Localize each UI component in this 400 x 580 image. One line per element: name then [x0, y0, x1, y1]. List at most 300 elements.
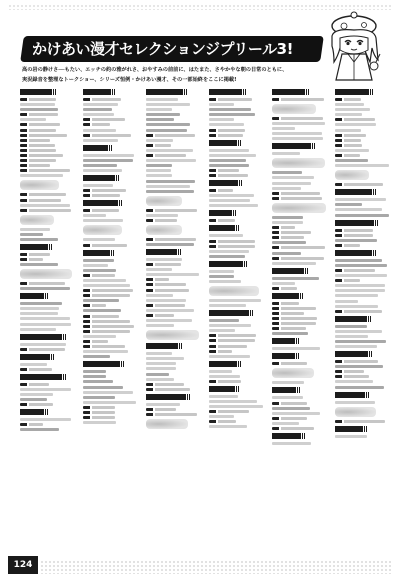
section-header-bar: [209, 361, 266, 367]
dialogue-line-speaker: [209, 189, 233, 192]
dialogue-line: [209, 280, 241, 283]
dialogue-line-speaker: [335, 244, 360, 247]
section-header-bar: [272, 268, 329, 274]
section-header-fill: [272, 143, 310, 149]
section-header-fill: [335, 220, 373, 226]
dialogue-line: [146, 185, 190, 188]
dialogue-line: [20, 363, 47, 366]
dialogue-line-speaker: [335, 269, 375, 272]
page-number: 124: [8, 556, 38, 574]
dialogue-line: [272, 137, 323, 140]
dialogue-line: [20, 174, 63, 177]
dialogue-line: [209, 118, 234, 121]
dialogue-line-speaker: [83, 320, 130, 323]
dialogue-line-speaker: [272, 287, 297, 290]
dialogue-line: [20, 398, 47, 401]
dialogue-line: [272, 412, 320, 415]
dialogue-line-speaker: [335, 279, 360, 282]
dialogue-line-speaker: [209, 129, 245, 132]
dialogue-line-speaker: [20, 129, 56, 132]
section-header-fill: [272, 387, 295, 393]
dialogue-line-speaker: [83, 304, 106, 307]
dialogue-line-speaker: [83, 325, 134, 328]
blurred-text-block: [146, 196, 182, 206]
dialogue-line: [209, 405, 263, 408]
dialogue-line: [209, 194, 254, 197]
dialogue-line-speaker: [272, 246, 325, 249]
dialogue-line: [20, 328, 56, 331]
dialogue-line: [20, 388, 71, 391]
dialogue-line-speaker: [335, 234, 373, 237]
dialogue-line: [146, 403, 180, 406]
dialogue-line-speaker: [83, 164, 117, 167]
dialogue-line-speaker: [83, 340, 108, 343]
dialogue-line-speaker: [146, 278, 169, 281]
dialogue-line: [209, 355, 250, 358]
dialogue-line: [335, 198, 386, 201]
dialogue-line-speaker: [335, 144, 362, 147]
dialogue-line-speaker: [146, 154, 186, 157]
dialogue-line: [209, 250, 249, 253]
dialogue-line-speaker: [83, 345, 125, 348]
section-header-fill: [209, 140, 236, 146]
dialogue-line: [335, 294, 378, 297]
dialogue-line: [272, 187, 301, 190]
dialogue-line: [20, 312, 58, 315]
dialogue-line-speaker: [83, 118, 125, 121]
dialogue-line-speaker: [83, 406, 115, 409]
blurred-text-block: [272, 158, 325, 168]
dialogue-line-speaker: [83, 269, 116, 272]
section-header-fill: [209, 261, 242, 267]
dialogue-line-speaker: [20, 199, 61, 202]
section-header-bar: [209, 180, 266, 186]
dialogue-line: [83, 103, 118, 106]
dialogue-line-speaker: [20, 113, 58, 116]
dialogue-line-speaker: [335, 386, 384, 389]
dialogue-line-speaker: [335, 375, 369, 378]
section-header-bar: [20, 354, 77, 360]
section-header-bar: [209, 310, 266, 316]
dialogue-line: [146, 352, 172, 355]
dialogue-line: [209, 395, 238, 398]
dialogue-line-speaker: [20, 403, 53, 406]
dialogue-line: [209, 400, 257, 403]
dialogue-line-speaker: [83, 244, 127, 247]
dialogue-line: [335, 335, 368, 338]
dialogue-line-speaker: [209, 380, 241, 383]
dialogue-line: [335, 208, 382, 211]
dialogue-line: [209, 149, 249, 152]
dialogue-line: [272, 396, 303, 399]
dialogue-line: [146, 299, 186, 302]
section-header-fill: [272, 353, 294, 359]
dialogue-line: [83, 214, 106, 217]
dialogue-line: [83, 386, 123, 389]
section-header-bar: [83, 89, 140, 95]
section-header-fill: [146, 89, 182, 95]
dialogue-line: [20, 418, 71, 421]
blurred-text-block: [146, 330, 199, 340]
dialogue-line: [146, 103, 190, 106]
section-header-bar: [335, 392, 392, 398]
dialogue-line: [209, 270, 234, 273]
dialogue-line: [146, 164, 172, 167]
dialogue-line: [209, 299, 261, 302]
dialogue-line-speaker: [335, 98, 361, 101]
intro-line-2: 実況録音を整理なトークショー、シリーズ恒例・かけあい漫才、その一部始終をここに掲載!: [22, 76, 237, 83]
section-header-fill: [209, 386, 234, 392]
section-header-bar: [272, 353, 329, 359]
section-header-bar: [209, 89, 266, 95]
dialogue-line: [209, 415, 234, 418]
dialogue-line: [146, 273, 199, 276]
dialogue-line: [146, 108, 172, 111]
dialogue-line-speaker: [20, 282, 65, 285]
girl-mascot-icon: [318, 8, 388, 82]
dialogue-line: [209, 319, 239, 322]
section-header-fill: [146, 343, 177, 349]
blurred-text-block: [20, 215, 54, 225]
blurred-text-block: [20, 180, 59, 190]
dialogue-line: [146, 309, 194, 312]
dialogue-line-speaker: [209, 350, 232, 353]
section-header-bar: [335, 351, 392, 357]
section-header-fill: [335, 189, 371, 195]
dialogue-line-speaker: [209, 245, 255, 248]
dialogue-line: [83, 113, 114, 116]
dialogue-line: [272, 422, 299, 425]
intro-text: [22, 66, 312, 86]
dialogue-line: [335, 380, 373, 383]
dialogue-line-speaker: [20, 368, 52, 371]
section-header-bar: [146, 89, 203, 95]
section-header-fill: [272, 433, 300, 439]
dialogue-line-speaker: [209, 169, 239, 172]
blurred-text-block: [146, 225, 182, 235]
dialogue-line: [335, 330, 382, 333]
section-header-fill: [335, 250, 371, 256]
dialogue-line-speaker: [146, 388, 190, 391]
section-header-bar: [209, 210, 266, 216]
dialogue-line-speaker: [146, 144, 171, 147]
dialogue-line: [20, 428, 59, 431]
section-header-bar: [272, 293, 329, 299]
dialogue-line-speaker: [272, 312, 304, 315]
dialogue-line: [209, 123, 244, 126]
dialogue-line: [335, 203, 362, 206]
section-header-fill: [146, 249, 176, 255]
dialogue-line-speaker: [272, 302, 299, 305]
section-header-bar: [272, 387, 329, 393]
dialogue-line: [335, 305, 378, 308]
dialogue-line-speaker: [272, 317, 317, 320]
dialogue-line-speaker: [20, 98, 56, 101]
dialogue-line-speaker: [146, 219, 177, 222]
section-header-fill: [20, 89, 51, 95]
dialogue-line-speaker: [83, 411, 115, 414]
blurred-text-block: [335, 170, 369, 180]
dialogue-line-speaker: [83, 416, 115, 419]
dialogue-line-speaker: [335, 259, 382, 262]
dialogue-line-speaker: [272, 417, 307, 420]
dialogue-line-speaker: [209, 334, 256, 337]
dialogue-line: [209, 154, 256, 157]
dialogue-line: [20, 343, 66, 346]
section-header-bar: [209, 386, 266, 392]
dialogue-line-speaker: [146, 383, 184, 386]
section-header-fill: [83, 89, 110, 95]
section-header-fill: [335, 392, 364, 398]
dialogue-line-speaker: [20, 287, 70, 290]
dialogue-line: [272, 182, 311, 185]
dialogue-line: [83, 184, 113, 187]
dialogue-line: [20, 323, 71, 326]
dialogue-line-speaker: [209, 219, 235, 222]
dialogue-line: [209, 103, 234, 106]
page-title: かけあい漫才セレクションジプリール3!: [32, 40, 293, 58]
dialogue-line: [272, 241, 306, 244]
dialogue-line-speaker: [20, 123, 60, 126]
section-header-fill: [83, 361, 119, 367]
dialogue-line: [146, 362, 176, 365]
dialogue-line: [272, 381, 304, 384]
dialogue-line: [83, 350, 128, 353]
dialogue-line-speaker: [335, 134, 366, 137]
section-header-fill: [83, 175, 114, 181]
dialogue-line-speaker: [209, 98, 252, 101]
dialogue-line-speaker: [272, 307, 316, 310]
section-header-fill: [83, 145, 107, 151]
dialogue-column-6: [335, 86, 392, 554]
dialogue-column-5: [272, 86, 329, 554]
dialogue-line-speaker: [83, 159, 133, 162]
dialogue-line-speaker: [335, 370, 364, 373]
dialogue-line-speaker: [272, 252, 301, 255]
dialogue-line: [335, 113, 362, 116]
dialogue-line: [335, 345, 377, 348]
dialogue-line: [83, 299, 119, 302]
dialogue-line: [146, 268, 172, 271]
dialogue-line-speaker: [272, 226, 295, 229]
dialogue-line-speaker: [146, 129, 187, 132]
dialogue-line-speaker: [209, 410, 249, 413]
intro-line-1: 高の岩の静けさ──もたい、エッチの約の雅がれさ、おやすみの前前に、はたまた、さやかやな朝の日常のともに、: [22, 67, 288, 73]
dialogue-line-speaker: [335, 229, 373, 232]
section-header-bar: [335, 220, 392, 226]
dialogue-line-speaker: [335, 365, 383, 368]
dialogue-line-speaker: [272, 407, 310, 410]
section-header-bar: [209, 225, 266, 231]
section-header-fill: [335, 351, 367, 357]
dialogue-line: [335, 123, 376, 126]
dialogue-line-speaker: [20, 144, 55, 147]
section-header-fill: [209, 210, 231, 216]
dialogue-line: [272, 132, 322, 135]
dialogue-line-speaker: [209, 420, 236, 423]
dialogue-line: [272, 347, 320, 350]
section-header-bar: [335, 426, 392, 432]
dialogue-line-speaker: [272, 231, 311, 234]
blurred-text-block: [20, 269, 72, 279]
dialogue-line-speaker: [272, 362, 307, 365]
section-header-fill: [335, 89, 368, 95]
dialogue-line-speaker: [83, 189, 126, 192]
section-header-bar: [272, 143, 329, 149]
dialogue-line: [20, 393, 53, 396]
dialogue-line-speaker: [83, 259, 114, 262]
dialogue-line-speaker: [146, 118, 174, 121]
section-header-bar: [20, 409, 77, 415]
blurred-text-block: [272, 368, 314, 378]
dialogue-line-speaker: [335, 360, 378, 363]
dialogue-line: [20, 103, 55, 106]
dialogue-line-speaker: [20, 233, 43, 236]
section-header-fill: [272, 293, 298, 299]
dialogue-line: [83, 154, 134, 157]
dialogue-line: [83, 391, 133, 394]
dialogue-line: [20, 317, 70, 320]
dialogue-line-speaker: [20, 423, 43, 426]
dialogue-line: [83, 279, 126, 282]
dialogue-line-speaker: [83, 330, 130, 333]
section-header-bar: [20, 334, 77, 340]
dialogue-line-speaker: [146, 180, 195, 183]
dialogue-line-speaker: [146, 289, 189, 292]
dialogue-line: [146, 174, 172, 177]
dialogue-line: [335, 340, 386, 343]
bottom-dot-border: [40, 560, 392, 574]
dialogue-line-speaker: [146, 238, 196, 241]
dialogue-line: [335, 149, 369, 152]
dialogue-line-speaker: [209, 174, 248, 177]
dialogue-line-speaker: [146, 209, 197, 212]
dialogue-line: [209, 204, 258, 207]
dialogue-line: [146, 243, 194, 246]
section-header-bar: [83, 250, 140, 256]
dialogue-line: [83, 380, 113, 383]
section-header-fill: [209, 89, 241, 95]
dialogue-line-speaker: [272, 117, 323, 120]
dialogue-line: [335, 284, 385, 287]
dialogue-line: [335, 401, 375, 404]
section-header-fill: [335, 316, 366, 322]
section-header-fill: [20, 354, 49, 360]
dialogue-line: [146, 214, 178, 217]
dialogue-line: [83, 264, 108, 267]
section-header-bar: [83, 175, 140, 181]
dialogue-line-speaker: [209, 345, 247, 348]
dialogue-line: [20, 204, 70, 207]
dialogue-line-speaker: [20, 154, 63, 157]
dialogue-line-speaker: [83, 396, 115, 399]
dialogue-line-speaker: [146, 190, 194, 193]
dialogue-line: [146, 98, 178, 101]
section-header-fill: [20, 409, 43, 415]
dialogue-line: [146, 169, 171, 172]
dialogue-column-4: [209, 86, 266, 554]
dialogue-line: [209, 329, 235, 332]
dialogue-line-speaker: [335, 310, 382, 313]
dialogue-line: [209, 375, 240, 378]
dialogue-line-speaker: [20, 302, 62, 305]
section-header-bar: [83, 361, 140, 367]
dialogue-line-speaker: [83, 108, 112, 111]
dialogue-line: [209, 425, 247, 428]
dialogue-line: [20, 118, 46, 121]
dialogue-line: [209, 113, 255, 116]
section-header-fill: [20, 334, 61, 340]
section-header-fill: [335, 426, 362, 432]
dialogue-line: [335, 435, 367, 438]
dialogue-columns: [20, 86, 392, 554]
dialogue-column-1: [20, 86, 77, 554]
section-header-bar: [335, 89, 392, 95]
dialogue-line: [146, 324, 174, 327]
dialogue-line-speaker: [272, 257, 324, 260]
dialogue-line: [272, 221, 303, 224]
dialogue-line-speaker: [146, 304, 185, 307]
section-header-fill: [20, 374, 61, 380]
dialogue-line-speaker: [20, 258, 43, 261]
section-header-fill: [20, 244, 47, 250]
section-header-fill: [83, 200, 117, 206]
dialogue-line: [272, 442, 311, 445]
dialogue-line-speaker: [83, 123, 110, 126]
dialogue-line: [20, 238, 58, 241]
dialogue-line-speaker: [83, 309, 121, 312]
section-header-bar: [20, 374, 77, 380]
dialogue-line-speaker: [20, 263, 58, 266]
dialogue-line-speaker: [20, 169, 70, 172]
dialogue-line-speaker: [335, 239, 377, 242]
blurred-text-block: [272, 104, 316, 114]
dialogue-line: [335, 103, 364, 106]
dialogue-line-speaker: [209, 134, 243, 137]
dialogue-line: [209, 370, 232, 373]
dialogue-line-speaker: [20, 164, 50, 167]
dialogue-line-speaker: [83, 134, 131, 137]
dialogue-line-speaker: [335, 183, 383, 186]
dialogue-line-speaker: [83, 194, 120, 197]
dialogue-line-speaker: [335, 420, 385, 423]
dialogue-line-speaker: [272, 427, 314, 430]
blurred-text-block: [83, 225, 122, 235]
dialogue-line-speaker: [83, 274, 115, 277]
dialogue-line: [272, 171, 302, 174]
dialogue-line-speaker: [146, 134, 195, 137]
dialogue-line-speaker: [83, 315, 119, 318]
dialogue-line: [83, 284, 130, 287]
dialogue-line-speaker: [83, 289, 133, 292]
dialogue-line: [146, 378, 174, 381]
section-header-fill: [209, 180, 237, 186]
dialogue-line-speaker: [335, 264, 387, 267]
dialogue-line-speaker: [20, 348, 65, 351]
dialogue-line-speaker: [272, 236, 304, 239]
section-header-bar: [335, 189, 392, 195]
dialogue-line: [209, 275, 234, 278]
dialogue-line: [209, 324, 251, 327]
dialogue-line-speaker: [20, 159, 56, 162]
section-header-bar: [272, 433, 329, 439]
dialogue-line: [272, 176, 314, 179]
dialogue-line: [146, 367, 176, 370]
dialogue-line: [83, 401, 136, 404]
dialogue-line: [146, 159, 196, 162]
dialogue-line-speaker: [209, 339, 255, 342]
dialogue-line: [146, 294, 173, 297]
